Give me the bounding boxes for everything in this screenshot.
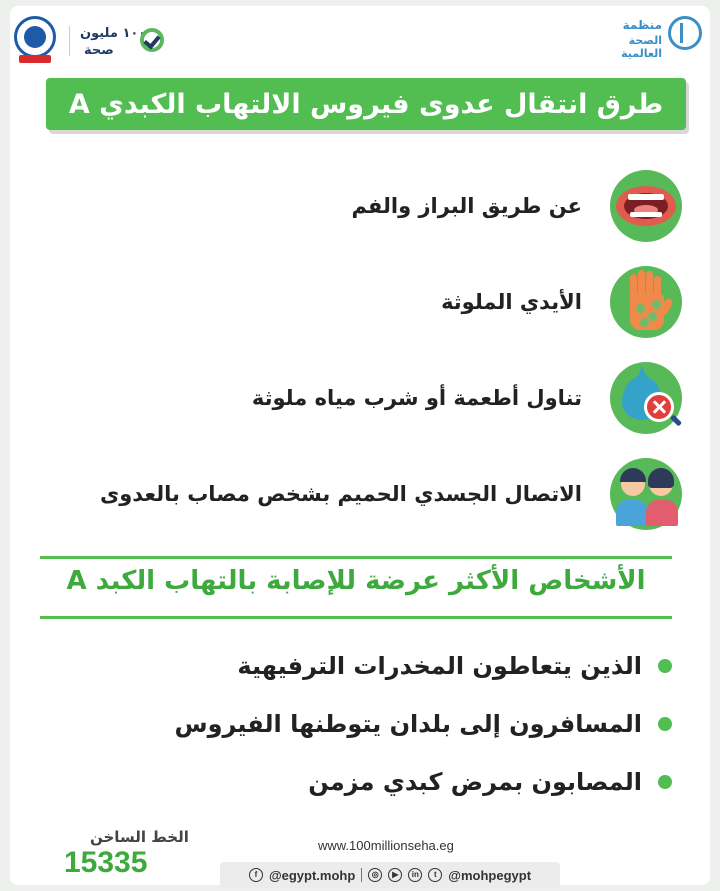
- page-title: طرق انتقال عدوى فيروس الالتهاب الكبدي A: [68, 88, 664, 120]
- social-bar: [220, 862, 560, 888]
- ministry-logos: [14, 12, 174, 68]
- list-item: [308, 762, 672, 802]
- transmission-text: عن طريق البراز والفم: [351, 194, 582, 218]
- hotline-label: الخط الساخن: [90, 828, 189, 846]
- list-item-text: المصابون بمرض كبدي مزمن: [308, 768, 642, 796]
- transmission-text: الاتصال الجسدي الحميم بشخص مصاب بالعدوى: [99, 482, 582, 506]
- campaign-check-icon: [140, 28, 164, 52]
- social-handle-left[interactable]: @egypt.mohp: [268, 867, 356, 883]
- section-divider-bottom: [40, 616, 672, 619]
- social-separator: [361, 868, 362, 882]
- transmission-item: [62, 358, 682, 438]
- infographic-card: [10, 6, 710, 885]
- facebook-icon[interactable]: f: [249, 868, 263, 882]
- list-item: [237, 646, 672, 686]
- who-logo: [592, 14, 702, 58]
- youtube-icon[interactable]: ▶: [388, 868, 402, 882]
- bullet-icon: [658, 659, 672, 673]
- who-name-line1: منظمة: [622, 18, 662, 32]
- at-risk-heading: الأشخاص الأكثر عرضة للإصابة بالتهاب الكبد A: [66, 566, 646, 596]
- list-item-text: الذين يتعاطون المخدرات الترفيهية: [237, 652, 642, 680]
- bullet-icon: [658, 717, 672, 731]
- title-banner: [46, 78, 686, 130]
- logo-divider: [69, 26, 70, 56]
- who-emblem-icon: [668, 16, 702, 50]
- transmission-text: الأيدي الملوثة: [441, 290, 582, 314]
- ministry-of-health-seal-icon: [14, 16, 56, 58]
- website-link[interactable]: www.100millionseha.eg: [318, 838, 454, 853]
- contaminated-hand-icon: [610, 266, 682, 338]
- transmission-item: [62, 166, 682, 246]
- social-handle-right[interactable]: @mohpegypt: [448, 867, 532, 883]
- who-name-line2: الصحة العالمية: [621, 34, 662, 60]
- linkedin-icon[interactable]: in: [408, 868, 422, 882]
- two-people-icon: [610, 458, 682, 530]
- contaminated-water-icon: [610, 362, 682, 434]
- twitter-icon[interactable]: t: [428, 868, 442, 882]
- list-item-text: المسافرون إلى بلدان يتوطنها الفيروس: [174, 710, 642, 738]
- transmission-item: [62, 454, 682, 534]
- mouth-icon: [610, 170, 682, 242]
- campaign-name-line1: ١٠٠ مليون: [80, 26, 147, 41]
- bullet-icon: [658, 775, 672, 789]
- instagram-icon[interactable]: ◎: [368, 868, 382, 882]
- campaign-name-line2: صحة: [84, 43, 114, 58]
- transmission-item: [62, 262, 682, 342]
- hotline-number: 15335: [64, 846, 148, 879]
- list-item: [174, 704, 672, 744]
- transmission-text: تناول أطعمة أو شرب مياه ملوثة: [251, 386, 582, 410]
- section-divider-top: [40, 556, 672, 559]
